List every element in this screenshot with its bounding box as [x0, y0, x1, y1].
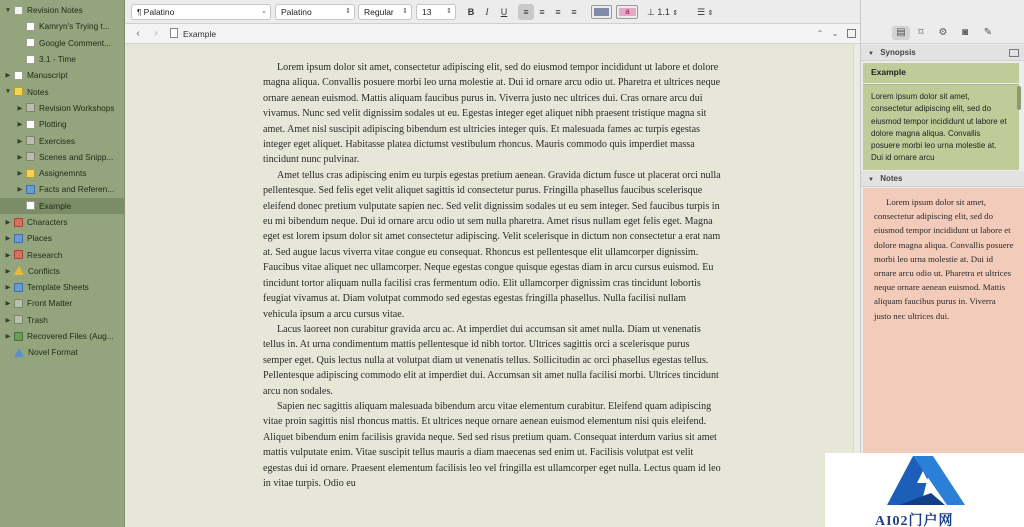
- font-style-select[interactable]: [358, 4, 412, 20]
- binder-item-label: Manuscript: [27, 70, 68, 81]
- chevron-down-icon[interactable]: ⌄: [831, 29, 839, 38]
- binder-item[interactable]: [0, 344, 124, 360]
- notes-section-header[interactable]: [861, 171, 1024, 187]
- doc-icon: [26, 38, 35, 47]
- notes-text[interactable]: Lorem ipsum dolor sit amet, consectetur adipiscing elit, sed do eiusmod tempor incididunt ut labore et dolore magna aliqua. Convallis posuere morbi leo urna molestie at. Dui id ornare arcu odio ut. Pharetra et ultrices neque ornare aenean euismod. Mattis aliquam faucibus purus in. Viverra justo nec ultrices dui.: [863, 188, 1024, 527]
- binder-item-label: Example: [39, 200, 72, 211]
- binder-item-label: Places: [27, 233, 52, 244]
- editor-paragraph[interactable]: Lorem ipsum dolor sit amet, consectetur adipiscing elit, sed do eiusmod tempor incididunt ut labore et dolore magna aliqua. Convallis posuere morbi leo urna molestie at. Dui id ornare arcu odio ut. Pharetra et ultrices neque ornare aenean euismod. Mattis aliquam faucibus purus in. Viverra justo nec ultrices dui. Cras ornare arcu dui vivamus. Nunc sed velit dignissim sodales ut eu. Egestas integer eget aliquet nibh praesent tristique magna sit amet. Amet nisl suscipit adipiscing bibendum est ultricies integer quis. Et malesuada fames ac turpis egestas integer eget aliquet. Habitasse platea dictumst vestibulum rhoncus. Mauris commodo quis imperdiet massa tincidunt nunc pulvinar.: [263, 62, 721, 166]
- disclosure-closed-icon[interactable]: ▶: [5, 316, 11, 324]
- binder-item[interactable]: [0, 279, 124, 295]
- binder-item-label: Revision Notes: [27, 5, 83, 16]
- binder-item-label: Exercises: [39, 135, 75, 146]
- document-title: Example: [183, 29, 217, 39]
- binder-item[interactable]: [0, 312, 124, 328]
- disclosure-closed-icon[interactable]: ▶: [5, 235, 11, 243]
- binder-item[interactable]: [0, 230, 124, 246]
- warnblue-icon: [14, 348, 24, 357]
- red-icon: [14, 218, 23, 227]
- disclosure-open-icon[interactable]: ▼: [4, 88, 12, 96]
- doc-icon: [26, 55, 35, 64]
- binder-item[interactable]: [0, 181, 124, 197]
- doc-icon: [14, 71, 23, 80]
- underline-button[interactable]: U: [500, 7, 508, 17]
- editor-paragraph[interactable]: Amet tellus cras adipiscing enim eu turpis egestas pretium aenean. Gravida dictum fusce ut placerat orci nulla pellentesque. Sed felis eget velit aliquet sagittis id consectetur purus. Fringilla phasellus faucibus scelerisque eleifend donec pretium vulputate sapien nec. Sed velit dignissim sodales ut eu sem integer. Sed faucibus turpis in eu mi bibendum neque. Dui id ornare arcu odio ut sem nulla pharetra. Amet risus nullam eget felis eget. Magna eget est lorem ipsum dolor sit amet consectetur adipiscing. Velit scelerisque in dictum non consectetur a erat nam at. Sed augue lacus viverra vitae congue eu consequat. Rhoncus est pellentesque elit ullamcorper dignissim. Faucibus vitae aliquet nec ullamcorper. Neque egestas congue quisque egestas diam in arcu cursus euismod. Eu tincidunt tortor aliquam nulla facilisi cras fermentum odio. Elit ullamcorper dignissim cras tincidunt lobortis feugiat vivamus at. Diam volutpat commodo sed egestas egestas fringilla phasellus. Nulla facilisi nullam vehicula ipsum a arcu cursus vitae.: [263, 169, 721, 320]
- grey-icon: [26, 136, 35, 145]
- binder-item[interactable]: [0, 51, 124, 67]
- disclosure-closed-icon[interactable]: ▶: [5, 284, 11, 292]
- editor-pane[interactable]: [125, 44, 853, 527]
- disclosure-closed-icon[interactable]: ▶: [17, 153, 23, 161]
- editor-header-bar: [125, 24, 860, 44]
- disclosure-closed-icon[interactable]: ▶: [5, 300, 11, 308]
- bookmark-tab-icon[interactable]: ⌑: [918, 27, 924, 38]
- doc-icon: [26, 120, 35, 129]
- binder-item-label: Template Sheets: [27, 282, 89, 293]
- line-spacing-icon: ⊥: [647, 7, 655, 17]
- text-color-well[interactable]: [591, 5, 612, 19]
- inspector-pane: [860, 0, 1024, 527]
- image-icon[interactable]: [1009, 49, 1019, 57]
- grey-icon: [14, 315, 23, 324]
- metadata-tab-icon[interactable]: ⚙: [938, 27, 948, 38]
- binder-item[interactable]: [0, 2, 124, 18]
- chevron-down-icon: ⌄: [261, 8, 267, 15]
- align-justify-button[interactable]: ≡: [571, 7, 577, 17]
- binder-item[interactable]: [0, 263, 124, 279]
- italic-button[interactable]: I: [485, 7, 489, 17]
- watermark: [825, 453, 1024, 527]
- binder-item-label: Front Matter: [27, 298, 73, 309]
- snapshot-tab-icon[interactable]: ◙: [961, 27, 969, 38]
- binder-item[interactable]: [0, 246, 124, 262]
- bold-button[interactable]: B: [467, 7, 475, 17]
- binder-item-label: Revision Workshops: [39, 102, 115, 113]
- grey-icon: [14, 299, 23, 308]
- watermark-text: AI02门户网: [875, 514, 954, 527]
- binder-item-label: 3.1 - Time: [39, 54, 76, 65]
- synopsis-scrollbar[interactable]: [1017, 86, 1021, 110]
- binder-item[interactable]: [0, 165, 124, 181]
- synopsis-header-label: Synopsis: [880, 48, 916, 57]
- chevron-updown-icon: ⇕: [446, 8, 452, 15]
- synopsis-title[interactable]: Example: [863, 63, 1019, 83]
- editor-paragraph[interactable]: Lacus laoreet non curabitur gravida arcu ac. At imperdiet dui accumsan sit amet nulla. Diam ut venenatis tellus in. At urna condimentum mattis pellentesque id nibh tortor. Ultrices sagittis orci a scelerisque purus semper eget. Quis lectus nulla at volutpat diam ut venenatis tellus. Sollicitudin ac orci phasellus egestas tellus. Pellentesque adipiscing commodo elit at imperdiet dui. Accumsan sit amet nulla facilisi morbi. Ultrices tincidunt arcu non sodales.: [263, 323, 719, 397]
- binder-item-label: Scenes and Snipp...: [39, 151, 114, 162]
- binder-item[interactable]: [0, 328, 124, 344]
- binder-item[interactable]: [0, 132, 124, 148]
- binder-item[interactable]: [0, 149, 124, 165]
- font-family-select[interactable]: [275, 4, 355, 20]
- binder-item-label: Kamryn's Trying t...: [39, 21, 110, 32]
- binder-item[interactable]: [0, 198, 124, 214]
- binder-item[interactable]: [0, 100, 124, 116]
- doc-icon: [26, 22, 35, 31]
- align-right-button[interactable]: ≡: [555, 7, 561, 17]
- line-spacing-value: 1.1: [657, 7, 670, 17]
- disclosure-triangle-icon: ▼: [868, 177, 874, 183]
- binder-item[interactable]: [0, 67, 124, 83]
- binder-item-label: Notes: [27, 86, 49, 97]
- binder-item[interactable]: [0, 35, 124, 51]
- blue-icon: [14, 283, 23, 292]
- text-color-swatch: [594, 8, 609, 16]
- yellow-icon: [14, 87, 23, 96]
- folder-icon: [14, 6, 23, 15]
- notes-header-label: Notes: [880, 174, 903, 183]
- binder-item-label: Novel Format: [28, 347, 78, 358]
- disclosure-closed-icon[interactable]: ▶: [17, 104, 23, 112]
- comments-tab-icon[interactable]: ✎: [983, 27, 993, 38]
- binder-item-label: Google Comment...: [39, 37, 111, 48]
- blue-icon: [14, 234, 23, 243]
- grey-icon: [26, 152, 35, 161]
- editor-paragraph[interactable]: Sapien nec sagittis aliquam malesuada bibendum arcu vitae elementum curabitur. Eleifend quam adipiscing vitae proin sagittis nisl rhoncus mattis. Et ultrices neque ornare aenean euismod elementum nisi quis eleifend. Aliquet bibendum enim facilisis gravida neque. Sed sed risus pretium quam. Consequat interdum varius sit amet mattis vulputate enim. Vitae suscipit tellus mauris a diam maecenas sed enim ut. Facilisis volutpat est velit egestas dui id ornare. Praesent elementum facilisis leo vel fringilla est ullamcorper eget nulla. Lectus quam id leo in vitae turpis. Odio eu: [263, 400, 721, 489]
- green-icon: [14, 332, 23, 341]
- align-left-button[interactable]: ≡: [518, 4, 534, 20]
- list-style-button[interactable]: [697, 4, 713, 20]
- list-icon: ☰: [697, 7, 706, 17]
- chevron-up-icon[interactable]: ⌃: [816, 29, 824, 38]
- disclosure-closed-icon[interactable]: ▶: [5, 219, 11, 226]
- disclosure-closed-icon[interactable]: ▶: [17, 170, 23, 178]
- notes-tab-icon[interactable]: ▤: [892, 26, 910, 40]
- warn-icon: [14, 266, 24, 275]
- highlight-color-well[interactable]: [616, 5, 638, 19]
- synopsis-section-header[interactable]: [861, 45, 1024, 61]
- disclosure-closed-icon[interactable]: ▶: [17, 121, 23, 129]
- align-center-button[interactable]: ≡: [539, 7, 545, 17]
- font-size-select[interactable]: [416, 4, 456, 20]
- binder-item-label: Research: [27, 249, 63, 260]
- disclosure-open-icon[interactable]: ▼: [4, 6, 12, 14]
- chevron-updown-icon: ⇕: [402, 8, 408, 15]
- line-spacing-control[interactable]: [647, 4, 678, 20]
- paragraph-style-value: Palatino: [143, 7, 175, 17]
- binder-item[interactable]: [0, 214, 124, 230]
- split-editor-icon[interactable]: [844, 26, 858, 42]
- format-bar: [125, 0, 860, 24]
- disclosure-closed-icon[interactable]: ▶: [5, 267, 11, 275]
- font-size-value: 13: [422, 7, 432, 17]
- highlight-color-swatch: a: [619, 8, 636, 16]
- font-style-value: Regular: [364, 7, 394, 17]
- binder-item-label: Conflicts: [28, 265, 60, 276]
- back-arrow-icon[interactable]: ‹: [136, 28, 140, 39]
- binder-item-label: Trash: [27, 314, 48, 325]
- disclosure-closed-icon[interactable]: ▶: [5, 72, 11, 80]
- chevron-updown-icon: ⇕: [672, 10, 679, 17]
- binder-item-label: Characters: [27, 217, 68, 227]
- editor-text[interactable]: [263, 60, 721, 491]
- binder-item-label: Facts and Referen...: [39, 184, 115, 195]
- synopsis-text[interactable]: Lorem ipsum dolor sit amet, consectetur adipiscing elit, sed do eiusmod tempor incididunt ut labore et dolore magna aliqua. Convallis posuere morbi leo urna molestie at. Dui id ornare arcu: [863, 84, 1019, 170]
- disclosure-closed-icon[interactable]: ▶: [5, 333, 11, 341]
- paragraph-style-icon: ¶: [137, 8, 142, 17]
- binder-item[interactable]: [0, 83, 124, 99]
- blue-icon: [26, 185, 35, 194]
- binder-item-label: Assignemnts: [39, 168, 87, 179]
- paragraph-style-select[interactable]: [131, 4, 271, 20]
- document-icon: [167, 26, 181, 42]
- inspector-tabs: [861, 0, 1024, 44]
- disclosure-closed-icon[interactable]: ▶: [17, 137, 23, 145]
- binder-item[interactable]: [0, 295, 124, 311]
- forward-arrow-icon[interactable]: ›: [154, 28, 158, 39]
- yellow-icon: [26, 169, 35, 178]
- font-family-value: Palatino: [281, 7, 312, 17]
- binder-item[interactable]: [0, 18, 124, 34]
- disclosure-closed-icon[interactable]: ▶: [5, 251, 11, 259]
- doc-icon: [26, 201, 35, 210]
- chevron-updown-icon: ⇕: [345, 8, 351, 15]
- grey-icon: [26, 103, 35, 112]
- disclosure-closed-icon[interactable]: ▶: [17, 186, 23, 194]
- chevron-updown-icon: ⇕: [707, 10, 714, 17]
- red-icon: [14, 250, 23, 259]
- binder-item[interactable]: [0, 116, 124, 132]
- disclosure-triangle-icon: ▼: [868, 51, 874, 57]
- binder-item-label: Recovered Files (Aug...: [27, 331, 114, 342]
- binder-item-label: Plotting: [39, 119, 67, 130]
- binder-sidebar: [0, 0, 125, 527]
